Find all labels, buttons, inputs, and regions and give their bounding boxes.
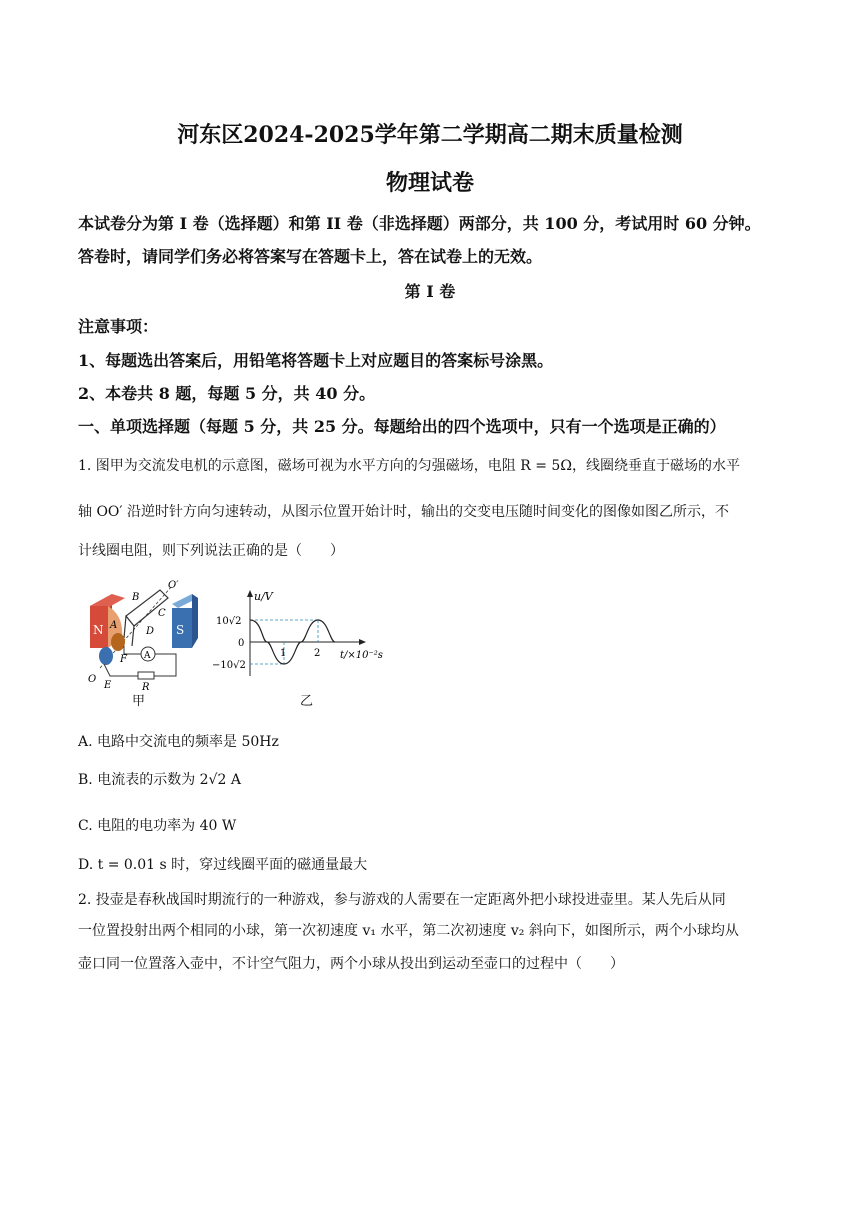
graph-ytick-top: 10√2 [216, 616, 242, 627]
label-c: C [158, 608, 166, 619]
q2-line-1: 2. 投壶是春秋战国时期流行的一种游戏，参与游戏的人需要在一定距离外把小球投进壶里。某人先后从同 [78, 892, 726, 908]
exam-title: 河东区2024-2025学年第二学期高二期末质量检测 [177, 122, 683, 148]
graph-xtick-1: 1 [280, 648, 287, 659]
note-1: 1、每题选出答案后，用铅笔将答题卡上对应题目的答案标号涂黑。 [78, 351, 554, 370]
label-o-prime: O′ [168, 580, 179, 591]
q1-option-d: D. t = 0.01 s 时，穿过线圈平面的磁通量最大 [78, 857, 368, 873]
q1-line-1: 1. 图甲为交流发电机的示意图，磁场可视为水平方向的匀强磁场，电阻 R = 5Ω，线圈绕垂直于磁场的水平 [78, 458, 740, 474]
label-r: R [142, 682, 150, 693]
label-o: O [88, 674, 97, 685]
fig-caption-right: 乙 [300, 694, 314, 709]
q1-option-a: A. 电路中交流电的频率是 50Hz [78, 734, 279, 750]
fig-caption-left: 甲 [132, 694, 146, 709]
exam-subtitle: 物理试卷 [385, 170, 474, 196]
graph-xlabel: t/×10⁻²s [340, 650, 383, 661]
intro-line-1: 本试卷分为第 I 卷（选择题）和第 II 卷（非选择题）两部分，共 100 分，考试用时 60 分钟。 [78, 214, 761, 233]
graph-ylabel: u/V [254, 590, 273, 603]
label-s: S [176, 623, 185, 637]
notes-label: 注意事项： [78, 317, 159, 336]
label-b: B [132, 592, 140, 603]
q1-option-b: B. 电流表的示数为 2√2 A [78, 772, 241, 788]
q2-line-2: 一位置投射出两个相同的小球，第一次初速度 v₁ 水平，第二次初速度 v₂ 斜向下，如图所示，两个小球均从 [78, 923, 739, 939]
label-ammeter: A [144, 651, 151, 661]
note-2: 2、本卷共 8 题，每题 5 分，共 40 分。 [78, 384, 376, 403]
q1-line-3: 计线圈电阻，则下列说法正确的是（ ） [78, 543, 344, 559]
graph-xtick-2: 2 [314, 648, 321, 659]
part-heading: 一、单项选择题（每题 5 分，共 25 分。每题给出的四个选项中，只有一个选项是正确的） [78, 417, 726, 436]
q1-option-c: C. 电阻的电功率为 40 W [78, 818, 237, 834]
label-d: D [146, 626, 155, 637]
voltage-graph [212, 586, 402, 686]
q1-line-2: 轴 OO′ 沿逆时针方向匀速转动，从图示位置开始计时，输出的交变电压随时间变化的图像如图乙所示，不 [78, 504, 730, 520]
intro-line-2: 答卷时，请同学们务必将答案写在答题卡上，答在试卷上的无效。 [78, 247, 543, 266]
generator-diagram [80, 576, 220, 706]
graph-ytick-zero: 0 [238, 638, 245, 649]
q2-line-3: 壶口同一位置落入壶中，不计空气阻力，两个小球从投出到运动至壶口的过程中（ ） [78, 956, 624, 972]
label-f: F [120, 654, 127, 665]
graph-ytick-bottom: −10√2 [212, 660, 246, 671]
label-a: A [110, 620, 118, 631]
label-e: E [104, 680, 112, 691]
section-heading: 第 I 卷 [404, 282, 456, 301]
label-n: N [93, 623, 104, 637]
